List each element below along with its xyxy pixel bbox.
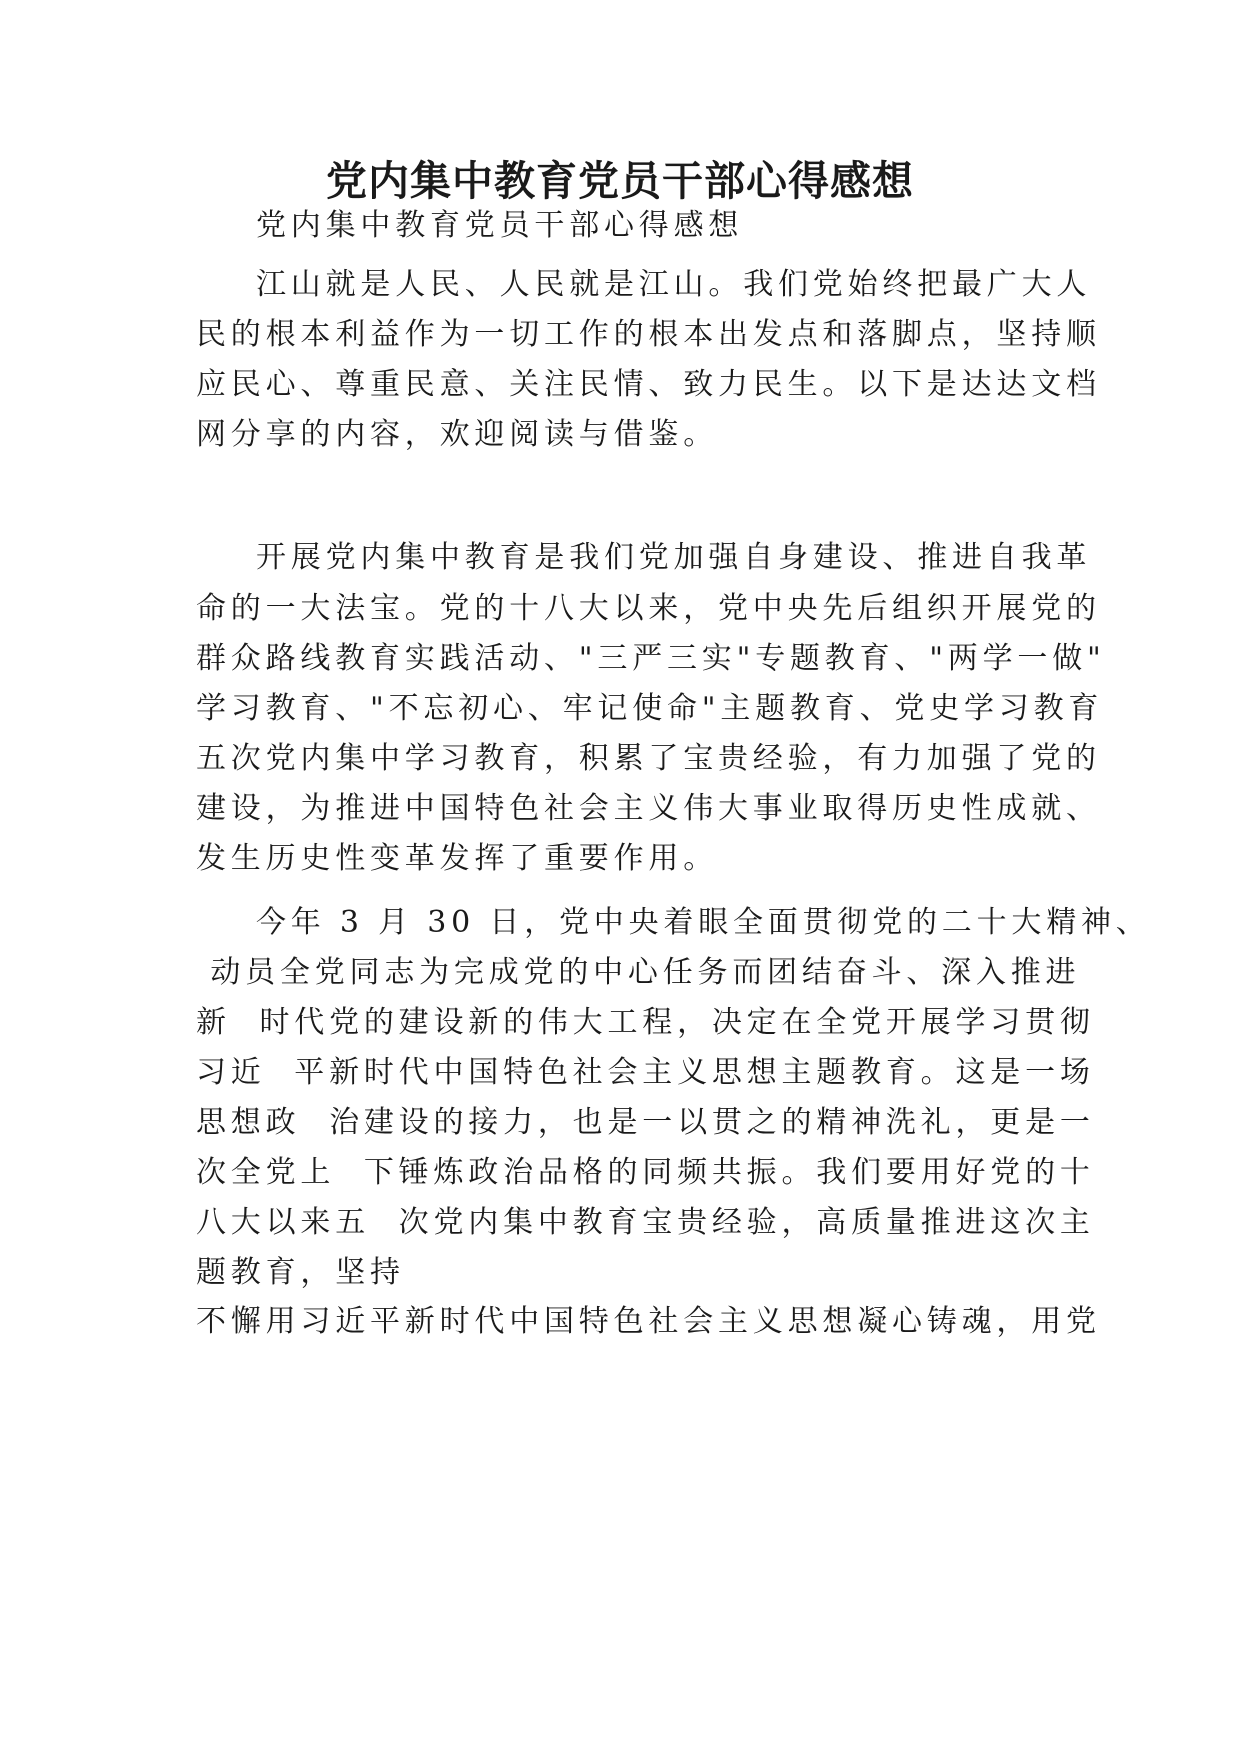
paragraph-3-line-3: 新 时代党的建设新的伟大工程，决定在全党开展学习贯彻 xyxy=(196,1005,1095,1040)
paragraph-3-line-5: 思想政 治建设的接力，也是一以贯之的精神洗礼，更是一 xyxy=(196,1105,1095,1140)
paragraph-3-line-4: 习近 平新时代中国特色社会主义思想主题教育。这是一场 xyxy=(196,1055,1095,1090)
paragraph-2-line-3: 群众路线教育实践活动、"三严三实"专题教育、"两学一做" xyxy=(196,641,1106,676)
paragraph-1-line-4: 网分享的内容，欢迎阅读与借鉴。 xyxy=(196,417,718,452)
paragraph-3-line-8: 题教育，坚持 xyxy=(196,1255,405,1290)
paragraph-1-line-3: 应民心、尊重民意、关注民情、致力民生。以下是达达文档 xyxy=(196,367,1101,402)
paragraph-3-line-9: 不懈用习近平新时代中国特色社会主义思想凝心铸魂，用党 xyxy=(196,1304,1101,1339)
paragraph-2-line-5: 五次党内集中学习教育，积累了宝贵经验，有力加强了党的 xyxy=(196,741,1101,776)
paragraph-2-line-2: 命的一大法宝。党的十八大以来，党中央先后组织开展党的 xyxy=(196,591,1101,626)
paragraph-1-line-1: 江山就是人民、人民就是江山。我们党始终把最广大人 xyxy=(256,267,1092,302)
document-title: 党内集中教育党员干部心得感想 xyxy=(326,157,914,205)
paragraph-3-line-7: 八大以来五 次党内集中教育宝贵经验，高质量推进这次主 xyxy=(196,1205,1095,1240)
paragraph-2-line-7: 发生历史性变革发挥了重要作用。 xyxy=(196,841,718,876)
paragraph-3-line-6: 次全党上 下锤炼政治品格的同频共振。我们要用好党的十 xyxy=(196,1155,1095,1190)
paragraph-3-line-2: 动员全党同志为完成党的中心任务而团结奋斗、深入推进 xyxy=(196,955,1081,990)
paragraph-2-line-1: 开展党内集中教育是我们党加强自身建设、推进自我革 xyxy=(256,540,1092,575)
paragraph-2-line-4: 学习教育、"不忘初心、牢记使命"主题教育、党史学习教育 xyxy=(196,691,1104,726)
paragraph-2-line-6: 建设，为推进中国特色社会主义伟大事业取得历史性成就、 xyxy=(196,791,1101,826)
paragraph-3-line-1: 今年 3 月 30 日，党中央着眼全面贯彻党的二十大精神、 xyxy=(256,905,1151,940)
subtitle-line: 党内集中教育党员干部心得感想 xyxy=(256,208,744,243)
paragraph-1-line-2: 民的根本利益作为一切工作的根本出发点和落脚点，坚持顺 xyxy=(196,317,1101,352)
